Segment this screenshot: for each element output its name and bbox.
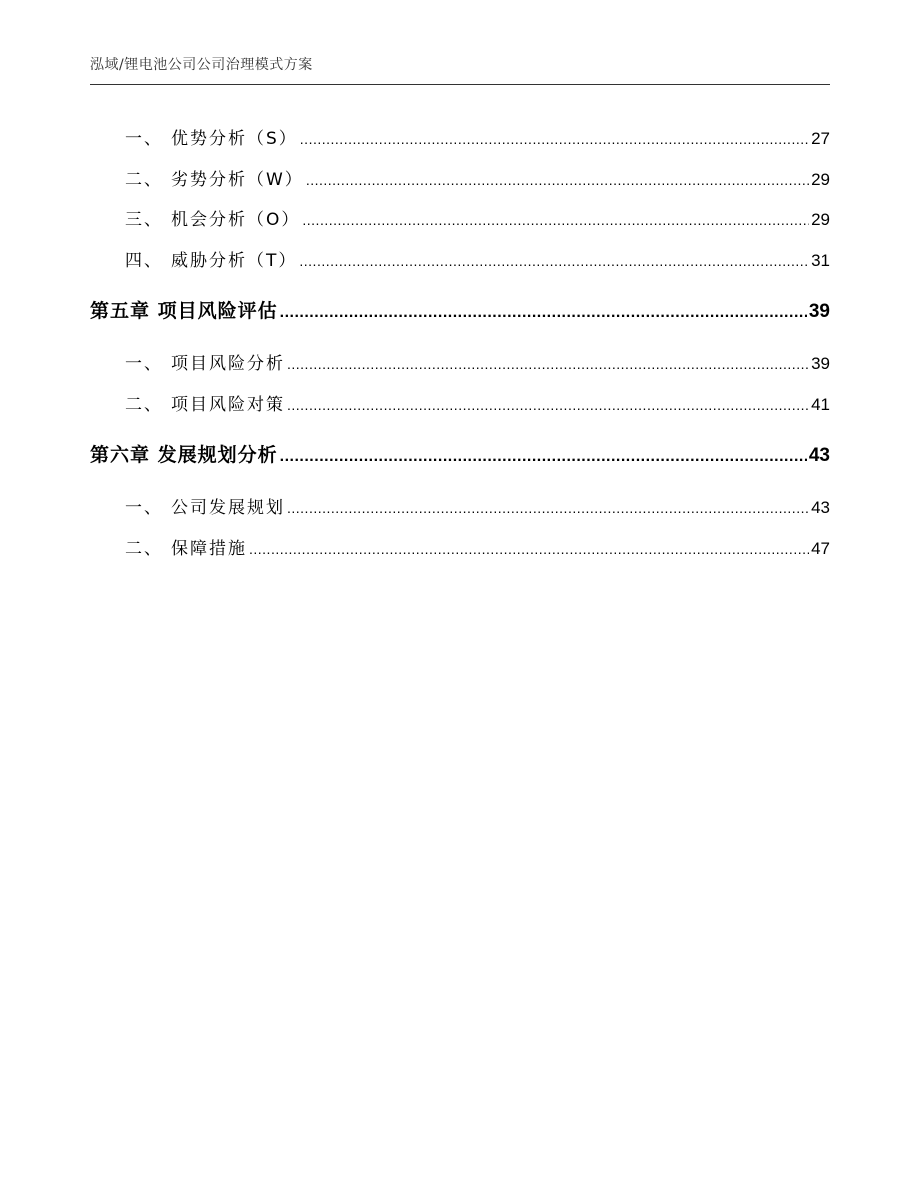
- toc-leader-dots: [287, 356, 809, 372]
- header-title: 泓域/锂电池公司公司治理模式方案: [90, 57, 313, 73]
- toc-page-number: 29: [811, 170, 830, 189]
- toc-entry[interactable]: [125, 534, 830, 559]
- toc-entry-text: 优势分析（S）: [171, 129, 298, 149]
- toc-entry-title: [125, 124, 298, 149]
- toc-entry-number: 三、: [125, 210, 163, 230]
- toc-page-number: 41: [811, 395, 830, 414]
- toc-leader-dots: [306, 172, 809, 188]
- toc-chapter-title: 第六章 发展规划分析: [90, 444, 278, 466]
- toc-page-number: 31: [811, 251, 830, 270]
- toc-leader-dots: [280, 304, 807, 322]
- toc-page-number: 43: [811, 498, 830, 517]
- page-header: [90, 54, 830, 74]
- toc-entry[interactable]: [125, 124, 830, 149]
- toc-leader-dots: [299, 253, 809, 269]
- toc-entry-text: 项目风险分析: [171, 354, 285, 374]
- toc-entry-text: 机会分析（O）: [171, 210, 301, 230]
- toc-entry-title: [125, 349, 285, 374]
- toc-entry-title: [125, 246, 297, 271]
- toc-entry-number: 一、: [125, 354, 163, 374]
- toc-entry-text: 公司发展规划: [171, 498, 285, 518]
- toc-leader-dots: [249, 541, 809, 557]
- toc-chapter-title: 第五章 项目风险评估: [90, 300, 278, 322]
- toc-entry[interactable]: [125, 390, 830, 415]
- toc-entry-number: 二、: [125, 539, 163, 559]
- toc-entry[interactable]: [125, 246, 830, 271]
- toc-entry-title: [125, 534, 247, 559]
- toc-page-number: 29: [811, 210, 830, 229]
- toc-page-number: 39: [808, 301, 830, 322]
- toc-leader-dots: [300, 131, 809, 147]
- toc-entry[interactable]: [125, 165, 830, 190]
- toc-entry-text: 保障措施: [171, 539, 247, 559]
- toc-entry-text: 项目风险对策: [171, 395, 285, 415]
- toc-leader-dots: [287, 397, 809, 413]
- toc-entry-title: [125, 165, 304, 190]
- toc-entry[interactable]: [125, 349, 830, 374]
- toc-entry-number: 一、: [125, 129, 163, 149]
- toc-entry-title: [125, 390, 285, 415]
- toc-entry-number: 一、: [125, 498, 163, 518]
- toc-chapter-entry[interactable]: [90, 440, 830, 467]
- toc-entry-text: 威胁分析（T）: [171, 251, 298, 271]
- toc-page-number: 47: [811, 539, 830, 558]
- toc-entry-number: 四、: [125, 251, 163, 271]
- toc-leader-dots: [302, 212, 809, 228]
- toc-page-number: 43: [808, 445, 830, 466]
- toc-entry[interactable]: [125, 493, 830, 518]
- toc-entry-title: [125, 205, 300, 230]
- toc-page-number: 39: [811, 354, 830, 373]
- toc-entry-number: 二、: [125, 395, 163, 415]
- toc-entry-text: 劣势分析（W）: [171, 170, 304, 190]
- toc-entry-title: [125, 493, 285, 518]
- toc-entry[interactable]: [125, 205, 830, 230]
- header-divider: [90, 84, 830, 85]
- toc-leader-dots: [280, 448, 807, 466]
- toc-entry-number: 二、: [125, 170, 163, 190]
- toc-leader-dots: [287, 500, 809, 516]
- toc-chapter-entry[interactable]: [90, 296, 830, 323]
- toc-page-number: 27: [811, 129, 830, 148]
